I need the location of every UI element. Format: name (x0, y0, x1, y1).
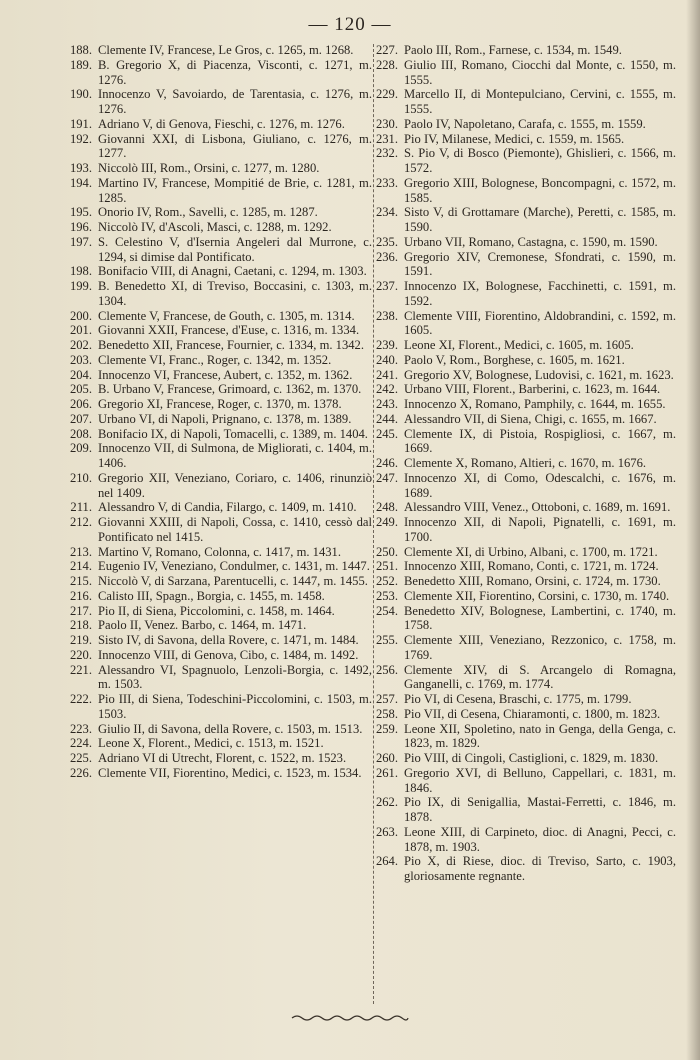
entry-number: 204. (69, 367, 92, 382)
entry-text: S. Celestino V, d'Isernia Angeleri dal Murrone, c. 1294, si dimise dal Pontificato. (98, 234, 372, 264)
pope-entry (69, 279, 372, 309)
pope-entry (375, 765, 676, 796)
entry-number: 206. (69, 397, 92, 411)
entry-text: Sisto V, di Grottamare (Marche), Peretti, c. 1585, m. 1590. (404, 205, 676, 234)
entry-number: 216. (69, 588, 92, 603)
pope-entry (375, 515, 676, 545)
entry-text: Paolo II, Venez. Barbo, c. 1464, m. 1471. (98, 618, 307, 633)
entry-number: 199. (69, 279, 92, 293)
entry-number: 236. (375, 249, 398, 264)
entry-text: Giulio II, di Savona, della Rovere, c. 1503, m. 1513. (98, 721, 363, 736)
entry-number: 263. (375, 824, 398, 839)
pope-entry (69, 367, 372, 383)
entry-text: Martino V, Romano, Colonna, c. 1417, m. 1431. (98, 544, 342, 559)
entry-text: Clemente X, Romano, Altieri, c. 1670, m. 1676. (404, 456, 647, 470)
pope-entry (375, 308, 676, 339)
entry-number: 224. (69, 736, 92, 751)
entry-text: Innocenzo XIII, Romano, Conti, c. 1721, m. 1724. (404, 559, 659, 574)
entry-text: Niccolò IV, d'Ascoli, Masci, c. 1288, m. 1292. (98, 220, 332, 234)
entry-number: 207. (69, 411, 92, 426)
entry-text: Clemente IV, Francese, Le Gros, c. 1265, m. 1268. (98, 43, 354, 57)
entry-number: 261. (375, 765, 398, 780)
pope-entry (70, 500, 372, 515)
entry-number: 197. (69, 234, 92, 249)
pope-entry (375, 205, 676, 235)
entry-number: 201. (69, 323, 92, 338)
pope-entry (69, 161, 372, 176)
entry-number: 202. (69, 338, 92, 352)
entry-number: 258. (375, 706, 398, 721)
entry-text: Leone XII, Spoletino, nato in Genga, della Genga, c. 1823, m. 1829. (404, 721, 676, 751)
entry-text: Gregorio XII, Veneziano, Coriaro, c. 1406, rinunziò nel 1409. (98, 470, 372, 500)
entry-text: Pio X, di Riese, dioc. di Treviso, Sarto, c. 1903, gloriosamente regnante. (404, 854, 676, 883)
pope-entry (69, 175, 372, 206)
entry-number: 226. (69, 765, 92, 780)
entry-number: 245. (375, 426, 398, 441)
entry-text: Calisto III, Spagn., Borgia, c. 1455, m. 1458. (98, 588, 325, 603)
entry-text: Gregorio XVI, di Belluno, Cappellari, c. 1831, m. 1846. (404, 765, 676, 795)
entry-text: Clemente XIV, di S. Arcangelo di Romagna, Ganganelli, c. 1769, m. 1774. (404, 662, 676, 692)
entry-text: Innocenzo IX, Bolognese, Facchinetti, c. 1591, m. 1592. (404, 279, 676, 308)
pope-entry (69, 308, 372, 324)
pope-entry (375, 249, 676, 280)
entry-text: Clemente VI, Franc., Roger, c. 1342, m. 1352. (98, 352, 332, 367)
entry-number: 196. (69, 220, 92, 234)
entry-number: 229. (375, 87, 398, 102)
pope-entry (375, 397, 676, 412)
pope-entry (69, 264, 372, 279)
entry-number: 264. (375, 854, 398, 869)
pope-entry (69, 441, 372, 471)
entry-text: Clemente XII, Fiorentino, Corsini, c. 1730, m. 1740. (404, 588, 670, 603)
pope-entry (69, 397, 372, 412)
pope-entry (69, 87, 372, 117)
entry-number: 232. (375, 146, 398, 161)
entry-number: 212. (69, 515, 92, 529)
entry-text: B. Gregorio X, di Piacenza, Visconti, c. 1271, m. 1276. (98, 57, 372, 87)
entry-number: 208. (69, 426, 92, 441)
entry-text: Giovanni XXIII, di Napoli, Cossa, c. 1410, cessò dal Pontificato nel 1415. (98, 515, 372, 544)
pope-entry (375, 367, 676, 383)
pope-entry (375, 574, 676, 589)
entry-number: 190. (69, 87, 92, 102)
pope-entry (69, 338, 372, 353)
entry-text: Giovanni XXI, di Lisbona, Giuliano, c. 1276, m. 1277. (98, 131, 372, 161)
entry-number: 262. (375, 795, 398, 810)
pope-entry (69, 647, 372, 663)
entry-number: 256. (375, 662, 398, 677)
pope-entry (69, 323, 372, 338)
pope-entry (69, 588, 372, 604)
entry-number: 237. (375, 279, 398, 293)
pope-entry (69, 382, 372, 397)
entry-number: 243. (375, 397, 398, 411)
entry-number: 251. (375, 559, 398, 574)
pope-entry (375, 234, 676, 250)
entry-text: Pio IX, di Senigallia, Mastai-Ferretti, c. 1846, m. 1878. (404, 795, 676, 824)
entry-text: Gregorio XIII, Bolognese, Boncompagni, c. 1572, m. 1585. (404, 175, 676, 205)
entry-number: 209. (69, 441, 92, 456)
pope-entry (375, 603, 676, 634)
entry-text: Gregorio XV, Bolognese, Ludovisi, c. 1621, m. 1623. (404, 367, 674, 382)
pope-entry (375, 382, 676, 397)
entry-text: Pio II, di Siena, Piccolomini, c. 1458, m. 1464. (98, 603, 335, 618)
entry-text: Paolo IV, Napoletano, Carafa, c. 1555, m. 1559. (404, 116, 646, 131)
pope-entry (69, 426, 372, 442)
pope-entry (69, 57, 372, 88)
entry-number: 242. (375, 382, 398, 397)
entry-text: Benedetto XIII, Romano, Orsini, c. 1724, m. 1730. (404, 574, 661, 588)
pope-entry (375, 279, 676, 309)
pope-entry (69, 751, 372, 766)
pope-entry (375, 426, 676, 457)
entry-number: 213. (69, 544, 92, 559)
entry-text: Alessandro VII, di Siena, Chigi, c. 1655, m. 1667. (404, 411, 657, 426)
pope-entry (69, 515, 372, 545)
entry-number: 230. (375, 116, 398, 131)
entry-text: Marcello II, di Montepulciano, Cervini, c. 1555, m. 1555. (404, 87, 676, 116)
entry-number: 239. (375, 338, 398, 352)
entry-text: Urbano VI, di Napoli, Prignano, c. 1378, m. 1389. (98, 411, 352, 426)
pope-entry (375, 116, 676, 132)
entry-number: 228. (375, 57, 398, 72)
entry-text: Bonifacio IX, di Napoli, Tomacelli, c. 1389, m. 1404. (98, 426, 368, 441)
pope-entry (375, 588, 676, 604)
entry-number: 253. (375, 588, 398, 603)
entry-text: Gregorio XI, Francese, Roger, c. 1370, m. 1378. (98, 397, 342, 411)
entry-number: 231. (375, 131, 398, 146)
entry-text: Paolo V, Rom., Borghese, c. 1605, m. 1621. (404, 352, 625, 367)
entry-number: 217. (69, 603, 92, 618)
entry-number: 223. (69, 721, 92, 736)
pope-entry (375, 146, 676, 176)
entry-text: Leone XIII, di Carpineto, dioc. di Anagni, Pecci, c. 1878, m. 1903. (404, 824, 676, 854)
entry-text: S. Pio V, di Bosco (Piemonte), Ghislieri, c. 1566, m. 1572. (404, 146, 676, 175)
entry-text: Urbano VIII, Florent., Barberini, c. 1623, m. 1644. (404, 382, 661, 397)
entry-text: Urbano VII, Romano, Castagna, c. 1590, m. 1590. (404, 234, 658, 249)
entry-number: 219. (69, 633, 92, 647)
entry-text: Niccolò III, Rom., Orsini, c. 1277, m. 1280. (98, 161, 320, 175)
pope-entry (69, 618, 372, 633)
entry-text: Clemente VII, Fiorentino, Medici, c. 1523, m. 1534. (98, 765, 362, 780)
pope-entry (375, 692, 676, 707)
entry-text: Innocenzo XII, di Napoli, Pignatelli, c. 1691, m. 1700. (404, 515, 676, 544)
pope-entry (69, 43, 372, 58)
pope-entry (375, 795, 676, 825)
pope-entry (375, 175, 676, 206)
entry-text: Sisto IV, di Savona, della Rovere, c. 1471, m. 1484. (98, 633, 359, 647)
entry-text: Clemente IX, di Pistoia, Rospigliosi, c. 1667, m. 1669. (404, 426, 676, 456)
pope-entry (375, 87, 676, 117)
entry-text: B. Benedetto XI, di Treviso, Boccasini, c. 1303, m. 1304. (98, 279, 372, 308)
entry-number: 214. (69, 559, 92, 574)
entry-number: 203. (69, 352, 92, 367)
pope-entry (69, 470, 372, 501)
pope-entry (69, 544, 372, 560)
entry-number: 210. (69, 470, 92, 485)
entry-number: 227. (375, 43, 398, 57)
entry-number: 222. (69, 692, 92, 706)
pope-entry (69, 411, 372, 427)
entry-number: 254. (375, 603, 398, 618)
pope-entry (375, 43, 676, 58)
entry-text: Innocenzo VI, Francese, Aubert, c. 1352, m. 1362. (98, 367, 353, 382)
entry-number: 234. (375, 205, 398, 220)
entry-number: 189. (69, 57, 92, 72)
pope-entry (375, 721, 676, 752)
entry-text: Eugenio IV, Veneziano, Condulmer, c. 1431, m. 1447. (98, 559, 370, 574)
entry-text: Bonifacio VIII, di Anagni, Caetani, c. 1294, m. 1303. (98, 264, 367, 279)
entry-number: 211. (70, 500, 92, 515)
entry-number: 220. (69, 647, 92, 662)
entry-number: 248. (375, 500, 398, 515)
pope-entry (69, 736, 372, 751)
pope-entry (375, 633, 676, 663)
entry-text: Pio VII, di Cesena, Chiaramonti, c. 1800, m. 1823. (404, 706, 661, 721)
entry-text: Pio VI, di Cesena, Braschi, c. 1775, m. 1799. (404, 692, 632, 706)
entry-text: Innocenzo VII, di Sulmona, de Migliorati, c. 1404, m. 1406. (98, 441, 372, 470)
entry-text: Innocenzo V, Savoiardo, de Tarentasia, c. 1276, m. 1276. (98, 87, 372, 116)
entry-number: 198. (69, 264, 92, 279)
entry-text: Paolo III, Rom., Farnese, c. 1534, m. 1549. (404, 43, 622, 57)
entry-text: Clemente XIII, Veneziano, Rezzonico, c. 1758, m. 1769. (404, 633, 676, 662)
pope-entry (375, 456, 676, 471)
entry-number: 193. (69, 161, 92, 175)
pope-entry (69, 603, 372, 619)
pope-entry (375, 470, 676, 501)
entry-number: 188. (69, 43, 92, 57)
entry-text: Alessandro V, di Candia, Filargo, c. 1409, m. 1410. (98, 500, 357, 515)
entry-number: 205. (69, 382, 92, 397)
entry-number: 249. (375, 515, 398, 529)
pope-entry (375, 751, 676, 766)
entry-text: B. Urbano V, Francese, Grimoard, c. 1362, m. 1370. (98, 382, 362, 397)
pope-entry (69, 633, 372, 648)
entry-number: 194. (69, 175, 92, 190)
pope-entry (375, 352, 676, 368)
entry-number: 235. (375, 234, 398, 249)
entry-text: Clemente V, Francese, de Gouth, c. 1305, m. 1314. (98, 308, 355, 323)
entry-number: 191. (69, 116, 92, 131)
entry-number: 257. (375, 692, 398, 706)
pope-entry (69, 721, 372, 737)
entry-text: Benedetto XII, Francese, Fournier, c. 1334, m. 1342. (98, 338, 364, 352)
entry-text: Onorio IV, Rom., Savelli, c. 1285, m. 1287. (98, 205, 318, 220)
pope-entry (69, 352, 372, 368)
pope-entry (69, 131, 372, 162)
entry-number: 192. (69, 131, 92, 146)
pope-entry (69, 559, 372, 574)
pope-entry (69, 692, 372, 722)
entry-text: Niccolò V, di Sarzana, Parentucelli, c. 1447, m. 1455. (98, 574, 368, 588)
page-edge-shadow (686, 0, 700, 1060)
pope-entry (375, 57, 676, 88)
entry-number: 259. (375, 721, 398, 736)
pope-entry (375, 824, 676, 855)
tailpiece-ornament (0, 1010, 700, 1028)
pope-entry (375, 559, 676, 574)
entry-number: 200. (69, 308, 92, 323)
entry-text: Alessandro VIII, Venez., Ottoboni, c. 1689, m. 1691. (404, 500, 671, 515)
entry-text: Gregorio XIV, Cremonese, Sfondrati, c. 1590, m. 1591. (404, 249, 676, 279)
entry-number: 218. (69, 618, 92, 633)
pope-entry (69, 205, 372, 220)
entry-number: 225. (69, 751, 92, 765)
pope-entry (69, 116, 372, 132)
entry-text: Leone XI, Florent., Medici, c. 1605, m. 1605. (404, 338, 634, 352)
pope-entry (69, 234, 372, 265)
entry-number: 238. (375, 308, 398, 323)
pope-entry (69, 765, 372, 781)
entry-text: Adriano V, di Genova, Fieschi, c. 1276, m. 1276. (98, 116, 345, 131)
wavy-rule-icon (290, 1013, 410, 1023)
pope-entry (69, 662, 372, 693)
pope-entry (375, 706, 676, 722)
pope-entry (375, 854, 676, 884)
pope-entry (69, 574, 372, 589)
entry-text: Pio IV, Milanese, Medici, c. 1559, m. 1565. (404, 131, 625, 146)
entry-number: 247. (375, 470, 398, 485)
entry-number: 195. (69, 205, 92, 220)
entry-number: 221. (69, 662, 92, 677)
entry-number: 240. (375, 352, 398, 367)
entry-number: 260. (375, 751, 398, 765)
entry-text: Benedetto XIV, Bolognese, Lambertini, c. 1740, m. 1758. (404, 603, 676, 633)
entry-number: 250. (375, 544, 398, 559)
pope-entry (375, 131, 676, 147)
entry-text: Pio VIII, di Cingoli, Castiglioni, c. 1829, m. 1830. (404, 751, 659, 765)
pope-entry (375, 500, 676, 515)
entry-number: 252. (375, 574, 398, 588)
entry-number: 246. (375, 456, 398, 470)
entry-number: 241. (375, 367, 398, 382)
pope-entry (375, 411, 676, 427)
pope-entry (375, 338, 676, 353)
left-column (69, 43, 372, 781)
pope-entry (375, 662, 676, 693)
pope-entry (69, 220, 372, 235)
right-column (375, 43, 676, 884)
page-number: — 120 — (308, 14, 392, 35)
entry-text: Clemente VIII, Fiorentino, Aldobrandini, c. 1592, m. 1605. (404, 308, 676, 338)
entry-number: 233. (375, 175, 398, 190)
entry-number: 215. (69, 574, 92, 588)
entry-text: Innocenzo XI, di Como, Odescalchi, c. 1676, m. 1689. (404, 470, 676, 500)
entry-text: Giovanni XXII, Francese, d'Euse, c. 1316, m. 1334. (98, 323, 360, 338)
entry-text: Innocenzo X, Romano, Pamphily, c. 1644, m. 1655. (404, 397, 666, 411)
entry-number: 255. (375, 633, 398, 647)
entry-text: Martino IV, Francese, Mompitié de Brie, c. 1281, m. 1285. (98, 175, 372, 205)
entry-text: Giulio III, Romano, Ciocchi dal Monte, c. 1550, m. 1555. (404, 57, 676, 87)
entry-text: Clemente XI, di Urbino, Albani, c. 1700, m. 1721. (404, 544, 658, 559)
entry-text: Adriano VI di Utrecht, Florent, c. 1522, m. 1523. (98, 751, 347, 765)
pope-entry (375, 544, 676, 560)
entry-text: Innocenzo VIII, di Genova, Cibo, c. 1484, m. 1492. (98, 647, 359, 662)
entry-text: Pio III, di Siena, Todeschini-Piccolomini, c. 1503, m. 1503. (98, 692, 372, 721)
entry-text: Leone X, Florent., Medici, c. 1513, m. 1521. (98, 736, 324, 751)
entry-text: Alessandro VI, Spagnuolo, Lenzoli-Borgia, c. 1492, m. 1503. (98, 662, 372, 692)
entry-number: 244. (375, 411, 398, 426)
